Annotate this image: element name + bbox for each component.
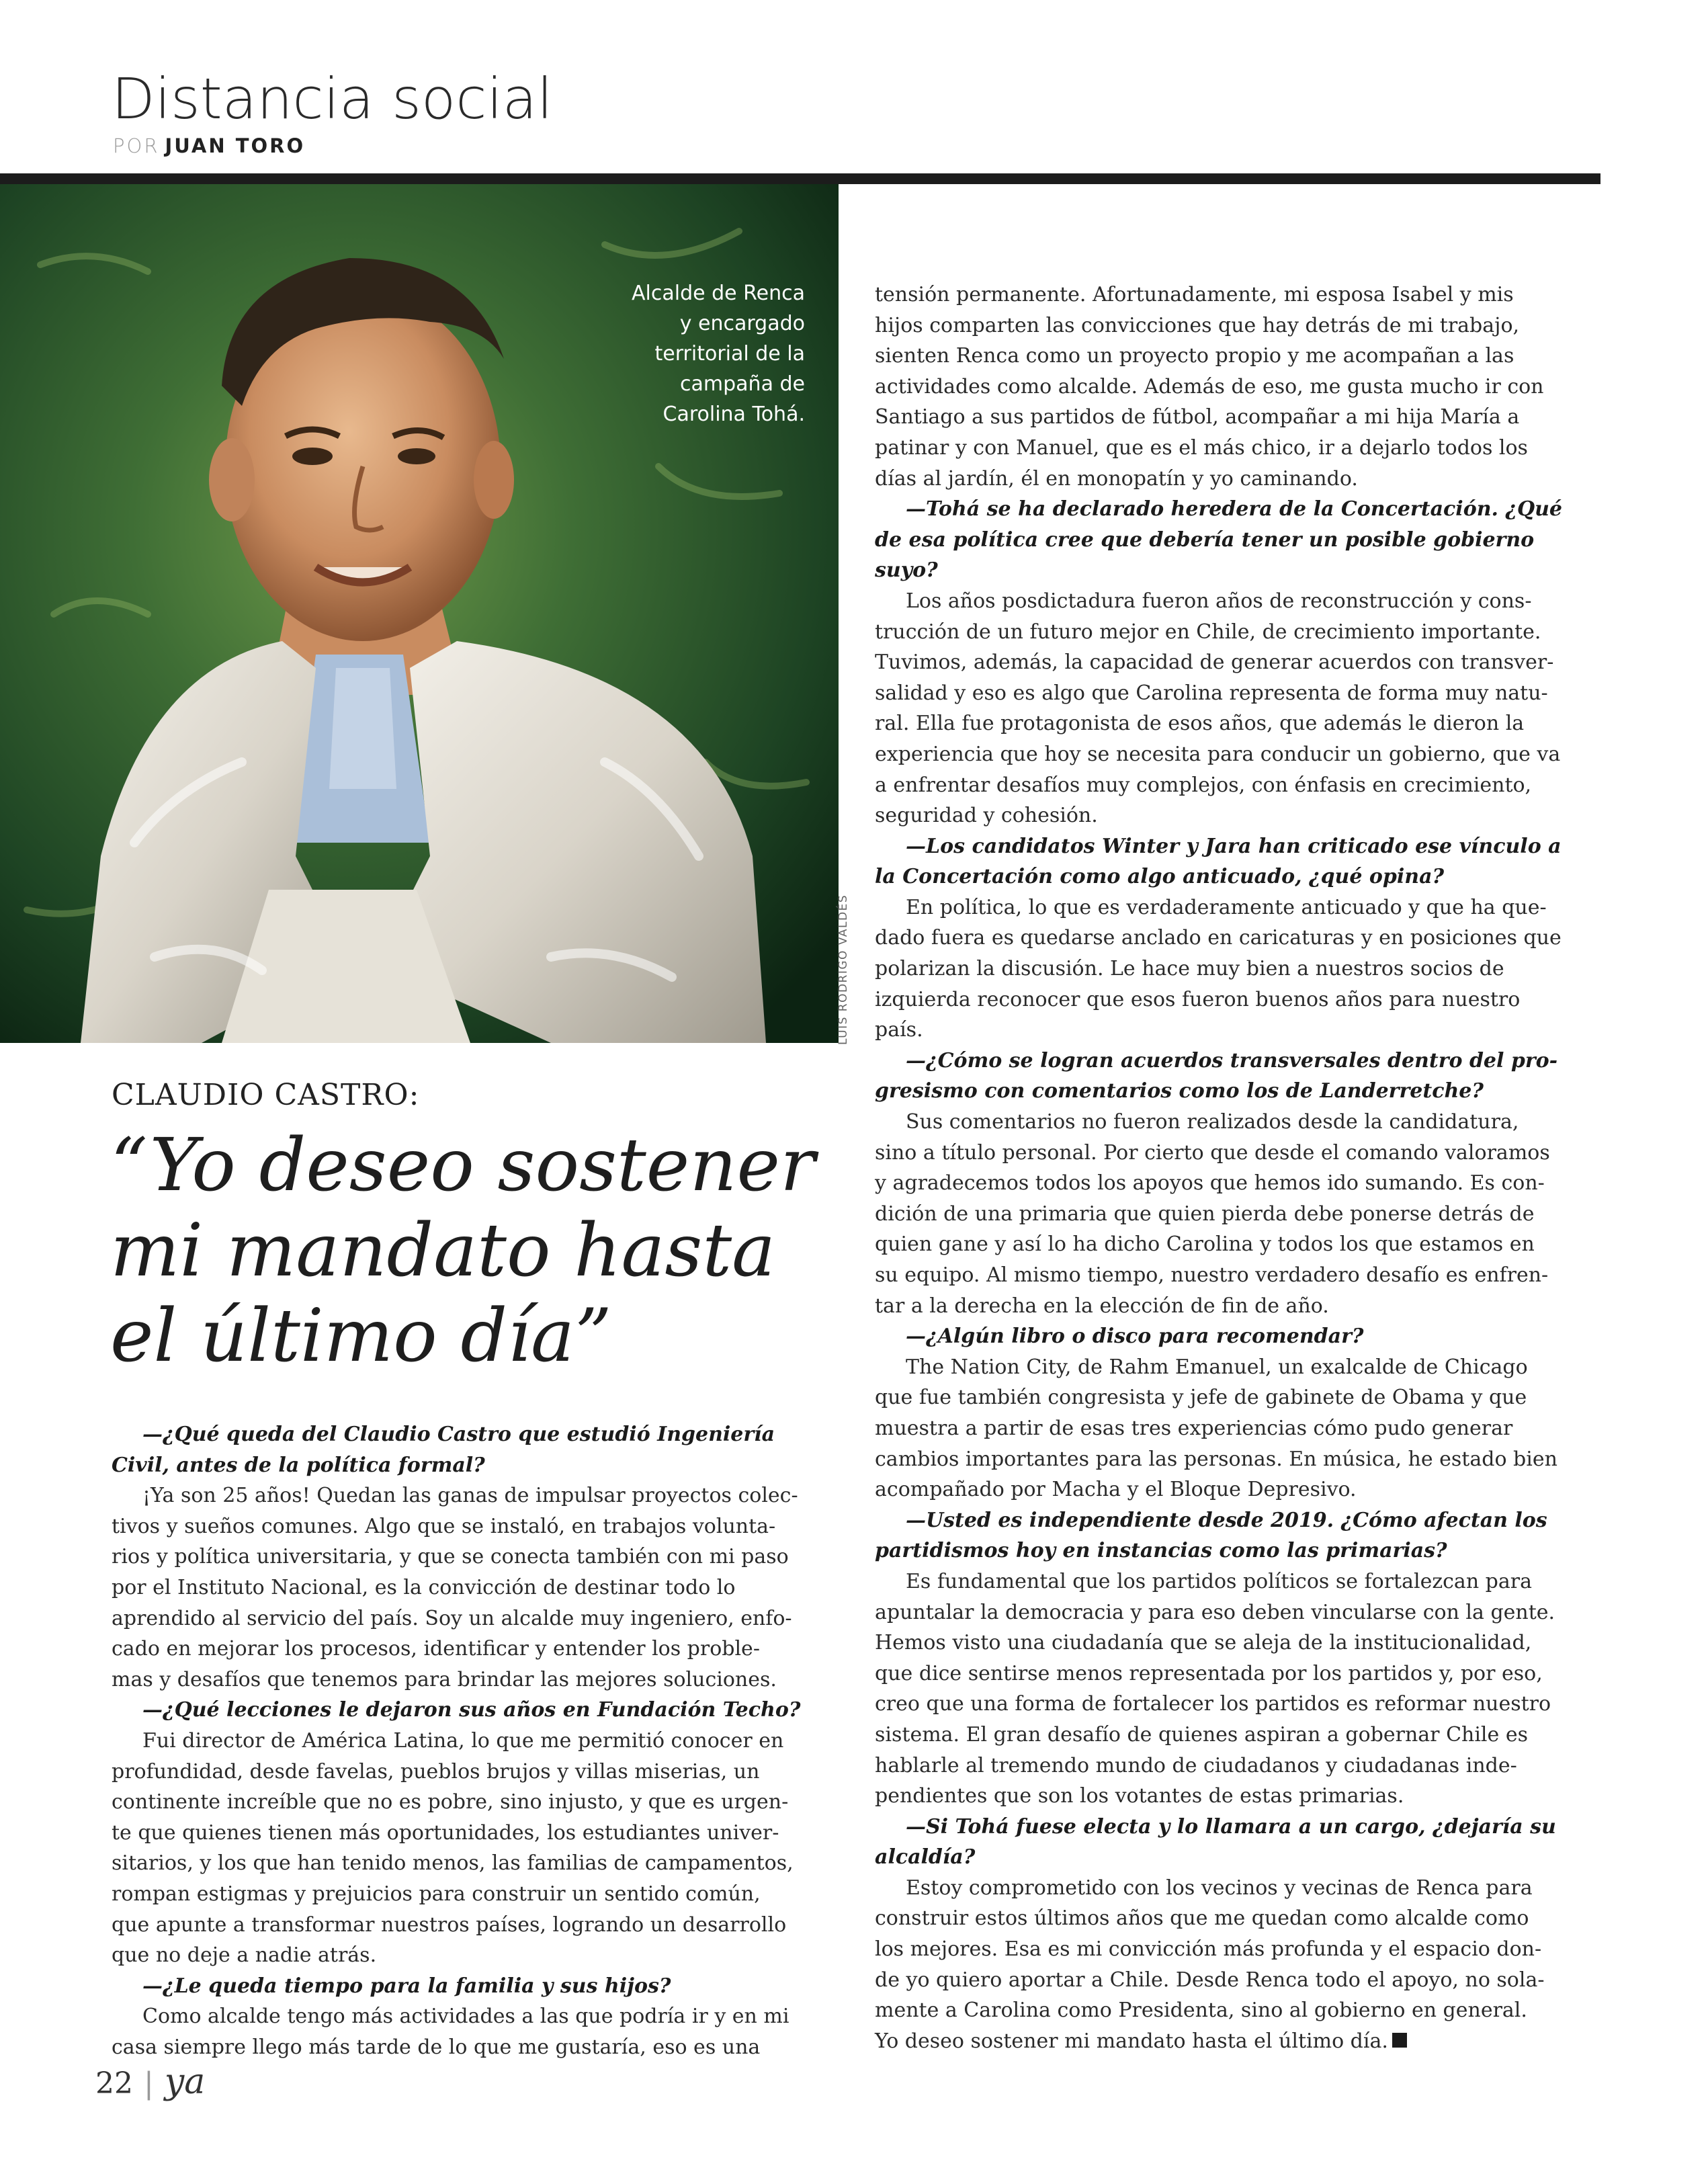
- headline-text: “Yo deseo sostener mi mandato hasta el último día”: [110, 1122, 816, 1378]
- answer-7: The Nation City, de Rahm Emanuel, un exalcalde de Chicago que fue también congresista y jefe de gabinete de Obama y que muestra a partir de esas tres experiencias cómo pudo generar cambios importantes para las personas. En música, he estado bien acompañado por Macha y el Bloque Depresivo.: [875, 1355, 1557, 1502]
- byline-author: JUAN TORO: [165, 134, 306, 157]
- portrait-illustration: [0, 184, 839, 1043]
- photo-caption: [563, 278, 805, 429]
- question-5: —Los candidatos Winter y Jara han criticado ese vínculo a la Concertación como algo anticuado, ¿qué opina?: [875, 834, 1562, 889]
- question-9: —Si Tohá fuese electa y lo llamara a un cargo, ¿dejaría su alcaldía?: [875, 1814, 1556, 1870]
- answer-1: ¡Ya son 25 años! Quedan las ganas de impulsar proyectos colec- tivos y sueños comunes. Algo que se instaló, en trabajos volunta- rios y política universitaria, y que se conecta también con mi paso por el Instituto Nacional, es la convicción de destinar todo lo aprendido al servicio del país. Soy un alcalde muy ingeniero, enfo- cado en mejorar los procesos, identificar y entender los proble- mas y desafíos que tenemos para brindar las mejores soluciones.: [112, 1484, 798, 1691]
- answer-3-continued: tensión permanente. Afortunadamente, mi esposa Isabel y mis hijos comparten las convicciones que hay detrás de mi trabajo, sienten Renca como un proyecto propio y me acompañan a las actividades como alcalde. Además de eso, me gusta mucho ir con Santiago a sus partidos de fútbol, acompañar a mi hija María a patinar y con Manuel, que es el más chico, ir a dejarlo todos los días al jardín, él en monopatín y yo caminando.: [875, 283, 1544, 491]
- page-number: 22: [95, 2066, 133, 2101]
- question-4: —Tohá se ha declarado heredera de la Concertación. ¿Qué de esa política cree que debería tener un posible gobierno suyo?: [875, 497, 1563, 583]
- answer-9-text: Estoy comprometido con los vecinos y vecinas de Renca para construir estos últimos años que me quedan como alcalde como los mejores. Esa es mi convicción más profunda y el espacio don- de yo quiero aportar a Chile. Desde Renca todo el apoyo, no sola- mente a Carolina como Presidenta, sino al gobierno en general. Yo deseo sostener mi mandato hasta el último día.: [875, 1876, 1545, 2053]
- section-title: Distancia social: [112, 66, 553, 132]
- answer-8: Es fundamental que los partidos políticos se fortalezcan para apuntalar la democracia y para eso deben vincularse con la gente. Hemos visto una ciudadanía que se aleja de la institucionalidad, que dice sentirse menos representada por los partidos y, por eso, creo que una forma de fortalecer los partidos es reformar nuestro sistema. El gran desafío de quienes aspiran a gobernar Chile es hablarle al tremendo mundo de ciudadanos y ciudadanas inde- pendientes que son los votantes de estas primarias.: [875, 1569, 1555, 1808]
- byline-prefix: POR: [113, 134, 160, 157]
- question-3: —¿Le queda tiempo para la familia y sus hijos?: [142, 1974, 671, 1998]
- answer-3-start: Como alcalde tengo más actividades a las que podría ir y en mi casa siempre llego más tarde de lo que me gustaría, eso es una: [112, 2005, 789, 2059]
- question-7: —¿Algún libro o disco para recomendar?: [906, 1325, 1364, 1349]
- header-rule: [0, 173, 1600, 184]
- answer-9: [875, 1873, 1600, 2057]
- photo-credit: LUIS RODRIGO VALDÉS: [837, 894, 850, 1045]
- answer-2: Fui director de América Latina, lo que me permitió conocer en profundidad, desde favelas, pueblos brujos y villas miserias, un continente increíble que no es pobre, sino injusto, y que es urgen- te que quienes tienen más oportunidades, los estudiantes univer- sitarios, y los que han tenido menos, las familias de campamentos, rompan estigmas y prejuicios para construir un sentido común, que apunte a transformar nuestros países, logrando un desarrollo que no deje a nadie atrás.: [112, 1728, 794, 1968]
- article-kicker: CLAUDIO CASTRO:: [112, 1078, 420, 1112]
- article-headline: [110, 1122, 849, 1378]
- end-mark-icon: [1392, 2033, 1407, 2048]
- right-column: [875, 280, 1600, 2056]
- question-6: —¿Cómo se logran acuerdos transversales dentro del pro- gresismo con comentarios como los de Landerretche?: [875, 1048, 1558, 1103]
- question-2: —¿Qué lecciones le dejaron sus años en Fundación Techo?: [142, 1698, 801, 1722]
- byline: [113, 134, 305, 157]
- answer-5: En política, lo que es verdaderamente anticuado y que ha que- dado fuera es quedarse anclado en caricaturas y en posiciones que polarizan la discusión. Le hace muy bien a nuestros socios de izquierda reconocer que esos fueron buenos años para nuestro país.: [875, 895, 1562, 1042]
- answer-6: Sus comentarios no fueron realizados desde la candidatura, sino a título personal. Por cierto que desde el comando valoramos y agradecemos todos los apoyos que hemos ido sumando. Es con- dición de una primaria que quien pierda debe ponerse detrás de quien gane y así lo ha dicho Carolina y todos los que estamos en su equipo. Al mismo tiempo, nuestro verdadero desafío es enfren- tar a la derecha en la elección de fin de año.: [875, 1110, 1550, 1318]
- answer-4: Los años posdictadura fueron años de reconstrucción y cons- trucción de un futuro mejor en Chile, de crecimiento importante. Tuvimos, además, la capacidad de generar acuerdos con transver- salidad y eso es algo que Carolina representa de forma muy natu- ral. Ella fue protagonista de esos años, que además le dieron la experiencia que hoy se necesita para conducir un gobierno, que va a enfrentar desafíos muy complejos, con énfasis en crecimiento, seguridad y cohesión.: [875, 589, 1561, 828]
- footer-separator: |: [144, 2066, 154, 2101]
- question-1: —¿Qué queda del Claudio Castro que estudió Ingeniería Civil, antes de la política formal?: [112, 1423, 775, 1477]
- question-8: —Usted es independiente desde 2019. ¿Cómo afectan los partidismos hoy en instancias como las primarias?: [875, 1508, 1547, 1563]
- photo-caption-text: Alcalde de Renca y encargado territorial de la campaña de Carolina Tohá.: [632, 282, 805, 426]
- magazine-logo: ya: [164, 2062, 206, 2102]
- left-column: [112, 1419, 837, 2062]
- page-footer: [95, 2062, 205, 2102]
